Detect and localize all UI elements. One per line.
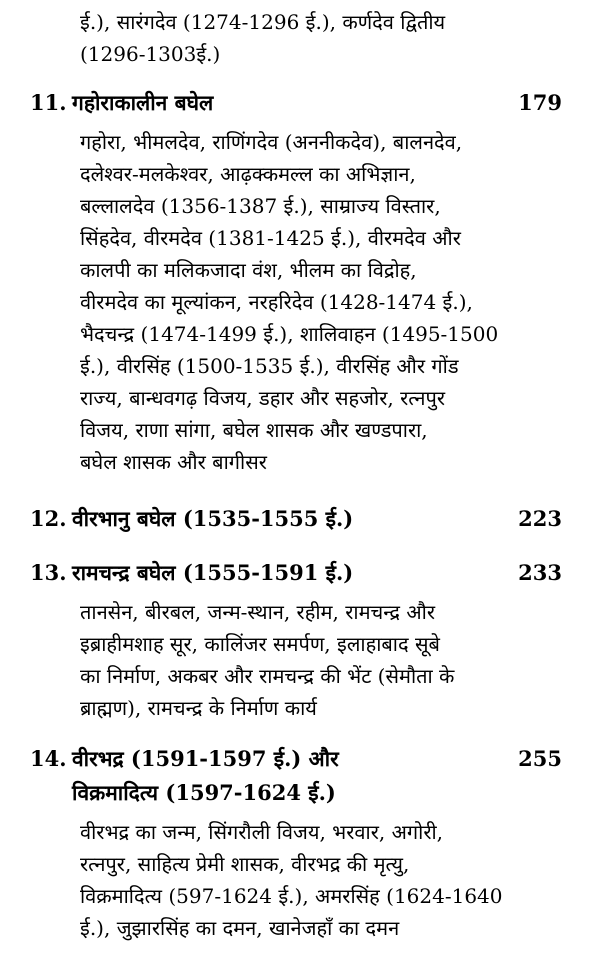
entry-page-number: 223 xyxy=(518,506,562,531)
description-line: बघेल शासक और बागीसर xyxy=(80,450,267,474)
entry-title: वीरभानु बघेल (1535-1555 ई.) xyxy=(72,506,354,531)
entry-number: 11. xyxy=(30,90,67,115)
description-line: कालपी का मलिकजादा वंश, भीलम का विद्रोह, xyxy=(80,258,417,282)
description-line: बल्लालदेव (1356-1387 ई.), साम्राज्य विस्तार, xyxy=(80,194,441,218)
description-line: सिंहदेव, वीरमदेव (1381-1425 ई.), वीरमदेव और xyxy=(80,226,461,250)
continued-line: (1296-1303ई.) xyxy=(80,42,221,66)
entry-title: रामचन्द्र बघेल (1555-1591 ई.) xyxy=(72,560,354,585)
entry-heading xyxy=(0,742,600,810)
description-line: विक्रमादित्य (597-1624 ई.), अमरसिंह (1624-1640 xyxy=(80,884,503,908)
entry-description xyxy=(80,596,585,724)
entry-number: 13. xyxy=(30,560,67,585)
entry-heading xyxy=(0,556,600,590)
toc-entry-14 xyxy=(0,742,600,944)
description-line: विजय, राणा सांगा, बघेल शासक और खण्डपारा, xyxy=(80,418,428,442)
entry-number: 12. xyxy=(30,506,67,531)
entry-heading xyxy=(0,502,600,536)
description-line: राज्य, बान्धवगढ़ विजय, डहार और सहजोर, रत्नपुर xyxy=(80,386,446,410)
description-line: ई.), जुझारसिंह का दमन, खानेजहाँ का दमन xyxy=(80,916,400,940)
entry-title: वीरभद्र (1591-1597 ई.) और xyxy=(72,746,339,771)
description-line: वीरमदेव का मूल्यांकन, नरहरिदेव (1428-1474 ई.), xyxy=(80,290,473,314)
description-line: गहोरा, भीमलदेव, राणिंगदेव (अननीकदेव), बालनदेव, xyxy=(80,130,463,154)
description-line: ब्राह्मण), रामचन्द्र के निर्माण कार्य xyxy=(80,696,317,720)
description-line: इब्राहीमशाह सूर, कालिंजर समर्पण, इलाहाबाद सूबे xyxy=(80,632,440,656)
description-line: भैदचन्द्र (1474-1499 ई.), शालिवाहन (1495-1500 xyxy=(80,322,499,346)
toc-entry-13 xyxy=(0,556,600,724)
toc-entry-12 xyxy=(0,502,600,536)
description-line: का निर्माण, अकबर और रामचन्द्र की भेंट (सेमौता के xyxy=(80,664,455,688)
toc-entry-11 xyxy=(0,86,600,478)
entry-number: 14. xyxy=(30,746,67,771)
description-line: वीरभद्र का जन्म, सिंगरौली विजय, भरवार, अगोरी, xyxy=(80,820,444,844)
description-line: तानसेन, बीरबल, जन्म-स्थान, रहीम, रामचन्द्र और xyxy=(80,600,436,624)
entry-title-continued: विक्रमादित्य (1597-1624 ई.) xyxy=(72,780,336,805)
entry-heading xyxy=(0,86,600,120)
entry-page-number: 233 xyxy=(518,560,562,585)
entry-page-number: 179 xyxy=(518,90,562,115)
description-line: रत्नपुर, साहित्य प्रेमी शासक, वीरभद्र की मृत्यु, xyxy=(80,852,410,876)
entry-description xyxy=(80,126,585,478)
entry-description xyxy=(80,816,585,944)
continued-line: ई.), सारंगदेव (1274-1296 ई.), कर्णदेव द्वितीय xyxy=(80,10,446,34)
continued-description xyxy=(80,6,580,70)
entry-page-number: 255 xyxy=(518,746,562,771)
entry-title: गहोराकालीन बघेल xyxy=(72,90,214,115)
description-line: दलेश्वर-मलकेश्वर, आढ़क्कमल्ल का अभिज्ञान, xyxy=(80,162,416,186)
description-line: ई.), वीरसिंह (1500-1535 ई.), वीरसिंह और गोंड xyxy=(80,354,459,378)
